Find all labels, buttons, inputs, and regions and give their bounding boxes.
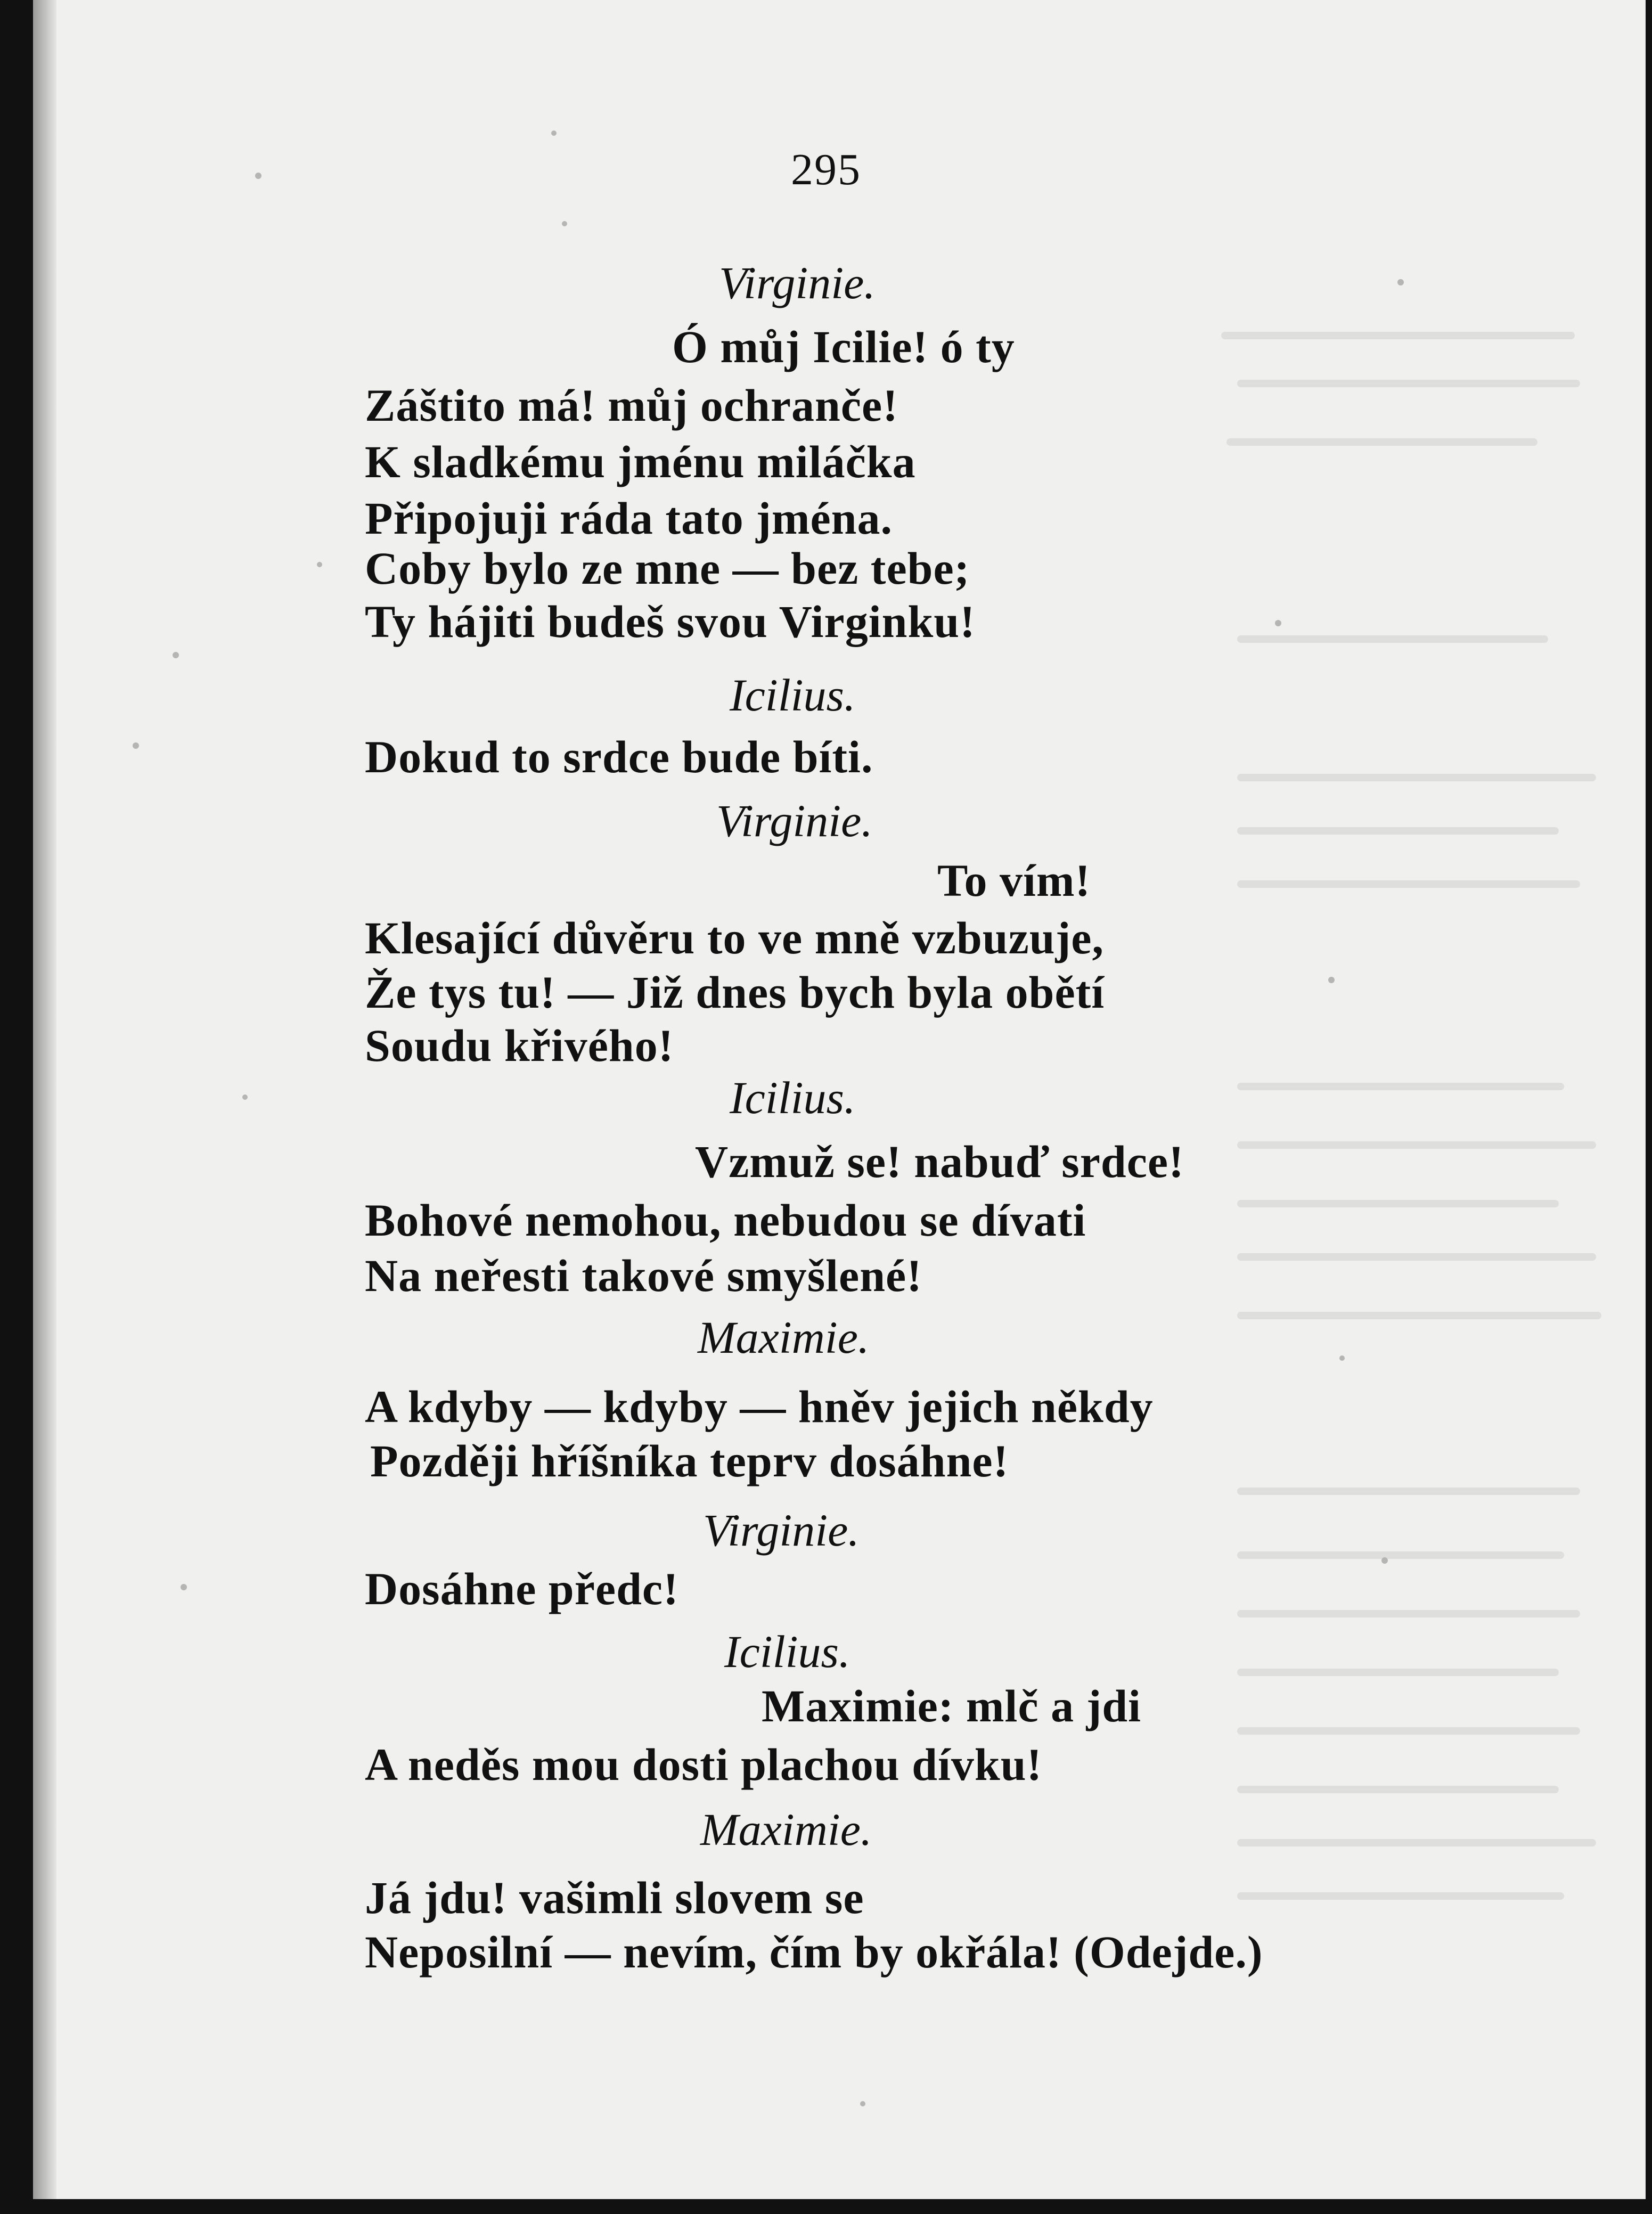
speaker-name: Icilius. (724, 1626, 850, 1677)
speaker-name: Virginie. (719, 257, 876, 308)
verse-line: Ó můj Icilie! ó ty (672, 321, 1015, 372)
verse-line: Soudu křivého! (365, 1020, 674, 1071)
verse-line: Vzmuž se! nabuď srdce! (695, 1136, 1184, 1187)
verse-line: Na neřesti takové smyšlené! (365, 1250, 922, 1301)
verse-line: Coby bylo ze mne — bez tebe; (365, 543, 970, 594)
verse-line: Dokud to srdce bude bíti. (365, 731, 873, 782)
speaker-name: Virginie. (703, 1505, 860, 1556)
verse-line: Maximie: mlč a jdi (762, 1680, 1141, 1731)
verse-line: Později hříšníka teprv dosáhne! (370, 1435, 1009, 1486)
verse-line: Já jdu! vašimli slovem se (365, 1872, 864, 1923)
speaker-name: Maximie. (700, 1804, 872, 1855)
speaker-name: Icilius. (730, 669, 856, 721)
verse-line: A neděs mou dosti plachou dívku! (365, 1739, 1043, 1790)
verse-line: K sladkému jménu miláčka (365, 436, 916, 487)
verse-line: Neposilní — nevím, čím by okřála! (Odejde.) (365, 1926, 1263, 1978)
verse-line: Že tys tu! — Již dnes bych byla obětí (365, 967, 1105, 1018)
verse-line: To vím! (937, 855, 1091, 906)
page-number: 295 (791, 145, 861, 194)
verse-line: Dosáhne předc! (365, 1563, 679, 1614)
speaker-name: Virginie. (716, 795, 873, 846)
verse-line: Klesající důvěru to ve mně vzbuzuje, (365, 912, 1104, 963)
verse-line: Ty hájiti budeš svou Virginku! (365, 596, 976, 647)
verse-line: Záštito má! můj ochranče! (365, 380, 898, 431)
verse-line: Připojuji ráda tato jména. (365, 493, 893, 544)
speaker-name: Icilius. (730, 1072, 856, 1123)
verse-line: A kdyby — kdyby — hněv jejich někdy (365, 1381, 1154, 1432)
speaker-name: Maximie. (698, 1312, 870, 1363)
verse-line: Bohové nemohou, nebudou se dívati (365, 1195, 1086, 1246)
